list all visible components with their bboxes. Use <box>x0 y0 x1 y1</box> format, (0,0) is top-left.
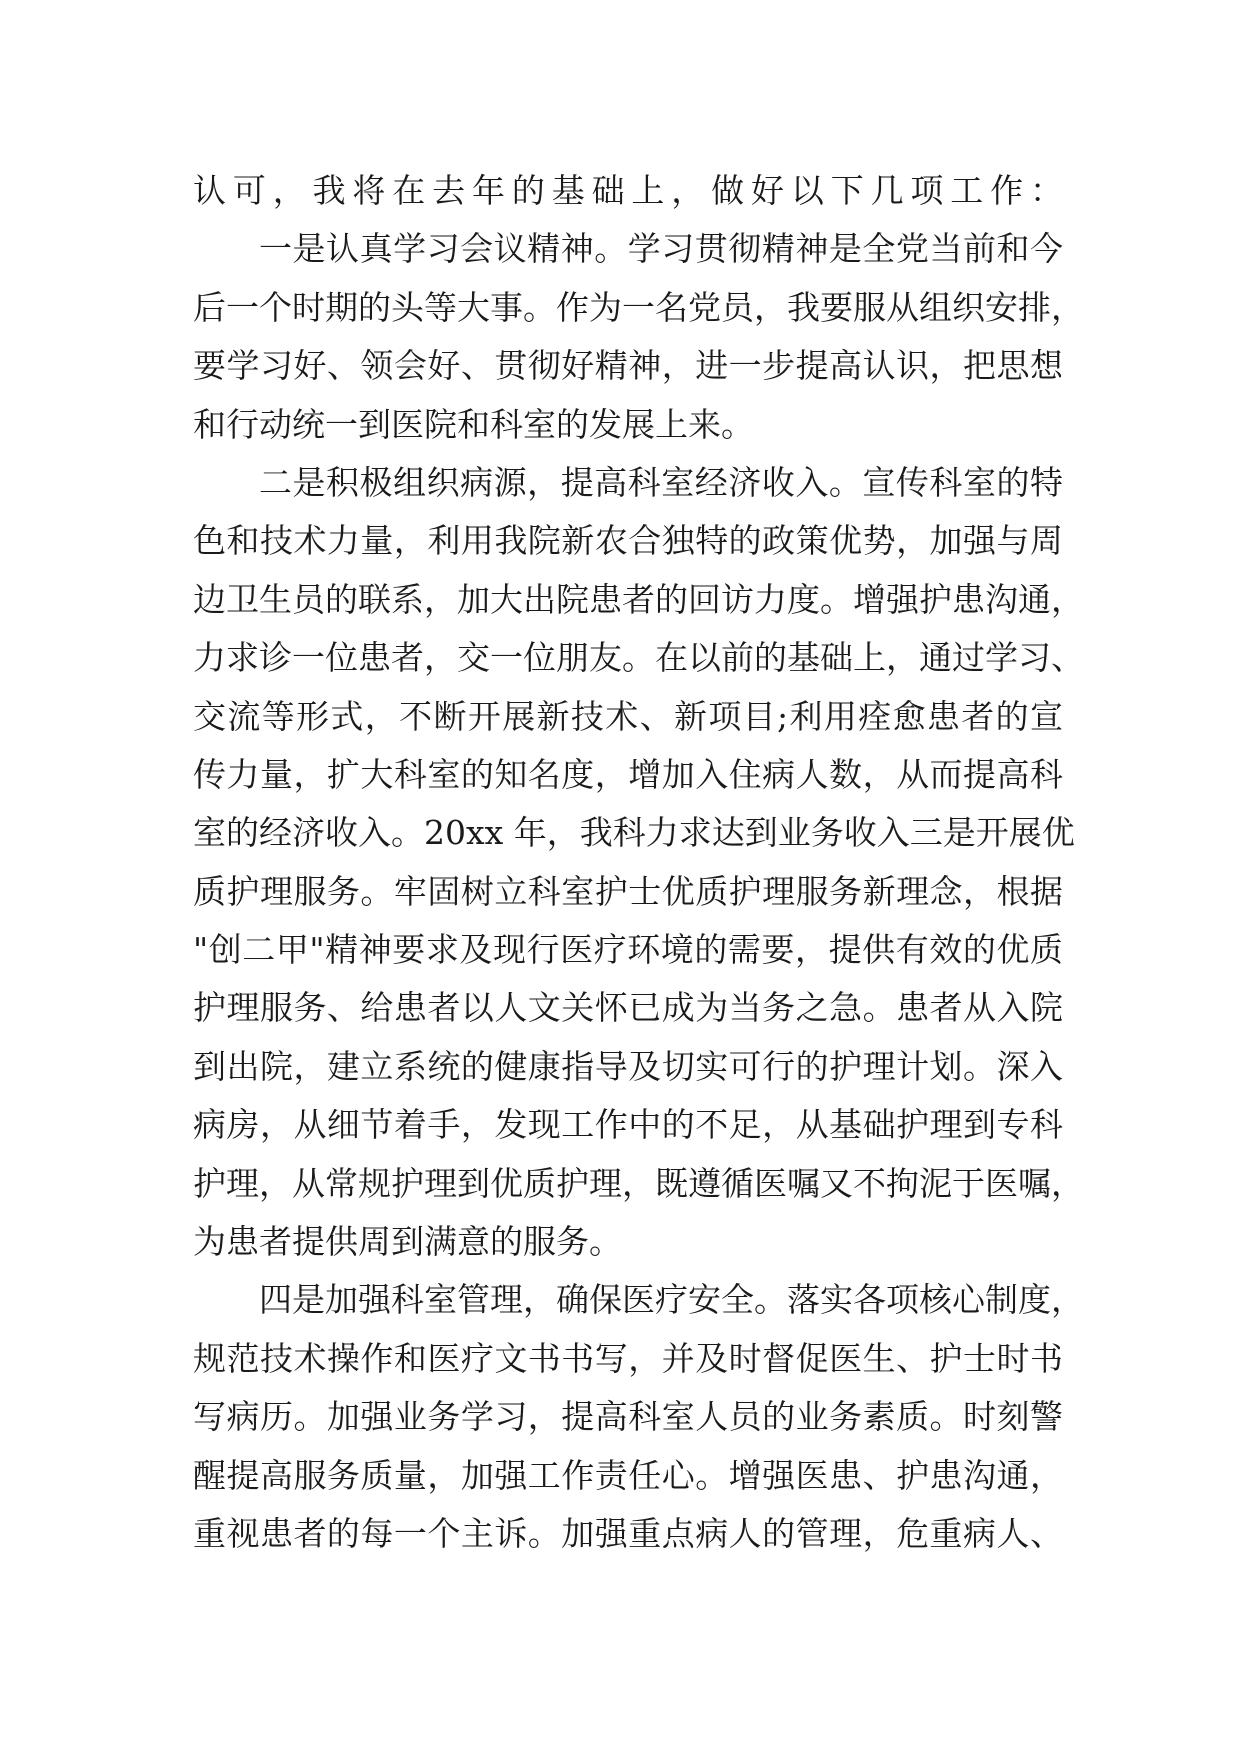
text-line: 质护理服务。牢固树立科室护士优质护理服务新理念，根据 <box>193 871 1063 911</box>
document-body <box>193 162 1084 1563</box>
text-line: 到出院，建立系统的健康指导及切实可行的护理计划。深入 <box>193 1046 1063 1086</box>
text-line: 要学习好、领会好、贯彻好精神，进一步提高认识，把思想 <box>193 346 1063 386</box>
paragraph-2-first-line: 二是积极组织病源，提高科室经济收入。宣传科室的特 <box>259 462 1063 502</box>
text-line: 护理服务、给患者以人文关怀已成为当务之急。患者从入院 <box>193 988 1063 1028</box>
text-line: 和行动统一到医院和科室的发展上来。 <box>193 404 754 444</box>
text-line: 传力量，扩大科室的知名度，增加入住病人数，从而提高科 <box>193 754 1063 794</box>
text-line: 为患者提供周到满意的服务。 <box>193 1222 622 1262</box>
text-line: 护理，从常规护理到优质护理，既遵循医嘱又不拘泥于医嘱， <box>193 1163 1084 1203</box>
text-line: 色和技术力量，利用我院新农合独特的政策优势，加强与周 <box>193 521 1063 561</box>
text-line: 交流等形式，不断开展新技术、新项目;利用痊愈患者的宣 <box>193 696 1063 736</box>
text-line: 边卫生员的联系，加大出院患者的回访力度。增强护患沟通， <box>193 579 1084 619</box>
text-line: 认可，我将在去年的基础上，做好以下几项工作： <box>193 171 1063 210</box>
paragraph-1-first-line: 一是认真学习会议精神。学习贯彻精神是全党当前和今 <box>259 229 1063 269</box>
text-line: 写病历。加强业务学习，提高科室人员的业务素质。时刻警 <box>193 1397 1063 1437</box>
text-line: 病房，从细节着手，发现工作中的不足，从基础护理到专科 <box>193 1105 1063 1145</box>
text-line: "创二甲"精神要求及现行医疗环境的需要，提供有效的优质 <box>193 930 1063 970</box>
text-line: 醒提高服务质量，加强工作责任心。增强医患、护患沟通， <box>193 1455 1063 1495</box>
text-line: 力求诊一位患者，交一位朋友。在以前的基础上，通过学习、 <box>193 638 1084 678</box>
text-line: 重视患者的每一个主诉。加强重点病人的管理，危重病人、 <box>193 1513 1063 1553</box>
text-line: 规范技术操作和医疗文书书写，并及时督促医生、护士时书 <box>193 1338 1063 1378</box>
paragraph-3-first-line: 四是加强科室管理，确保医疗安全。落实各项核心制度， <box>259 1280 1084 1320</box>
text-line: 室的经济收入。20xx 年，我科力求达到业务收入三是开展优 <box>193 813 1075 853</box>
text-line: 后一个时期的头等大事。作为一名党员，我要服从组织安排， <box>193 287 1084 327</box>
